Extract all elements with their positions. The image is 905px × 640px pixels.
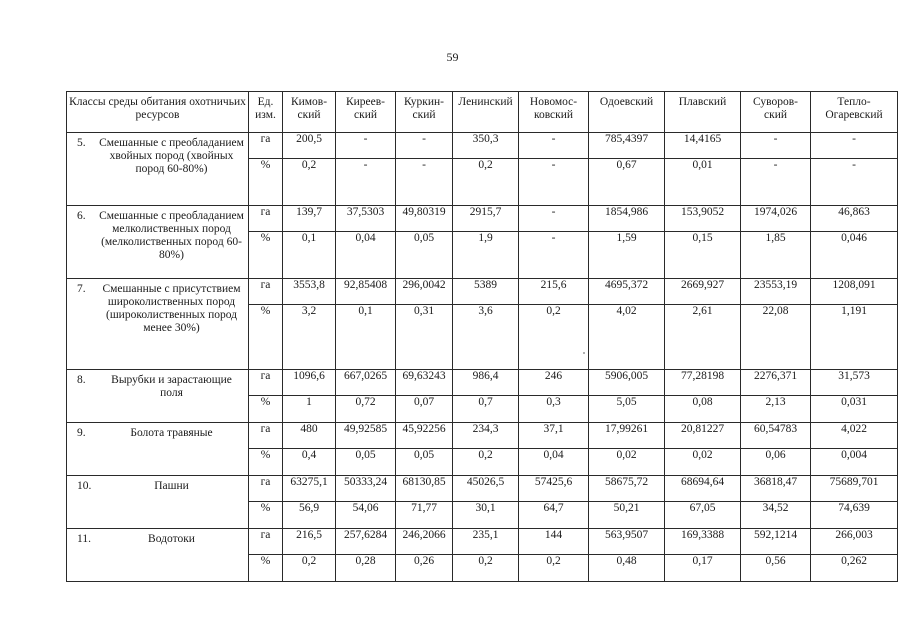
- value-cell: 2276,371: [741, 370, 811, 396]
- value-cell: -: [396, 133, 453, 159]
- unit-cell: га: [249, 529, 283, 555]
- value-cell: 986,4: [453, 370, 519, 396]
- value-cell: 75689,701: [811, 476, 898, 502]
- header-district: Новомос-ковский: [519, 92, 589, 133]
- header-class: Классы среды обитания охотничьих ресурсов: [67, 92, 249, 133]
- value-cell: 56,9: [283, 502, 336, 529]
- header-district: Киреев-ский: [336, 92, 396, 133]
- value-cell: 49,92585: [336, 423, 396, 449]
- unit-cell: га: [249, 476, 283, 502]
- value-cell: 3553,8: [283, 279, 336, 305]
- value-cell: 296,0042: [396, 279, 453, 305]
- value-cell: 0,2: [519, 305, 589, 370]
- value-cell: 785,4397: [589, 133, 665, 159]
- unit-cell: %: [249, 232, 283, 279]
- unit-cell: %: [249, 159, 283, 206]
- value-cell: 0,02: [589, 449, 665, 476]
- value-cell: 64,7: [519, 502, 589, 529]
- value-cell: 46,863: [811, 206, 898, 232]
- value-cell: -: [336, 159, 396, 206]
- habitat-class-cell: [67, 279, 249, 370]
- header-district: Ленинский: [453, 92, 519, 133]
- value-cell: 0,02: [665, 449, 741, 476]
- value-cell: 0,72: [336, 396, 396, 423]
- value-cell: 50333,24: [336, 476, 396, 502]
- value-cell: 2,61: [665, 305, 741, 370]
- class-number: 10.: [77, 480, 92, 492]
- value-cell: 139,7: [283, 206, 336, 232]
- habitat-class-cell: [67, 206, 249, 279]
- value-cell: 0,05: [336, 449, 396, 476]
- table-row: [67, 529, 898, 555]
- value-cell: 0,004: [811, 449, 898, 476]
- value-cell: 37,1: [519, 423, 589, 449]
- value-cell: 0,262: [811, 555, 898, 582]
- header-row: [67, 92, 898, 133]
- value-cell: 235,1: [453, 529, 519, 555]
- habitat-class-cell: [67, 476, 249, 529]
- header-unit: Ед. изм.: [249, 92, 283, 133]
- value-cell: 1: [283, 396, 336, 423]
- value-cell: 0,15: [665, 232, 741, 279]
- value-cell: 246: [519, 370, 589, 396]
- unit-cell: га: [249, 279, 283, 305]
- habitat-table: [66, 91, 898, 582]
- habitat-class-cell: [67, 529, 249, 582]
- value-cell: 4,022: [811, 423, 898, 449]
- value-cell: 34,52: [741, 502, 811, 529]
- value-cell: 92,85408: [336, 279, 396, 305]
- table-body: [67, 133, 898, 582]
- value-cell: -: [519, 232, 589, 279]
- unit-cell: %: [249, 555, 283, 582]
- table-row: [67, 423, 898, 449]
- value-cell: 69,63243: [396, 370, 453, 396]
- value-cell: 1,9: [453, 232, 519, 279]
- value-cell: 77,28198: [665, 370, 741, 396]
- unit-cell: га: [249, 423, 283, 449]
- header-district: Плавский: [665, 92, 741, 133]
- header-district: Кимов-ский: [283, 92, 336, 133]
- value-cell: 0,05: [396, 449, 453, 476]
- value-cell: 0,48: [589, 555, 665, 582]
- value-cell: 0,7: [453, 396, 519, 423]
- class-number: 5.: [77, 137, 86, 149]
- value-cell: 257,6284: [336, 529, 396, 555]
- value-cell: 37,5303: [336, 206, 396, 232]
- value-cell: 0,07: [396, 396, 453, 423]
- table-row: [67, 206, 898, 232]
- value-cell: 5906,005: [589, 370, 665, 396]
- value-cell: 57425,6: [519, 476, 589, 502]
- value-cell: 67,05: [665, 502, 741, 529]
- value-cell: 350,3: [453, 133, 519, 159]
- class-number: 8.: [77, 374, 86, 386]
- value-cell: 667,0265: [336, 370, 396, 396]
- value-cell: 58675,72: [589, 476, 665, 502]
- value-cell: 36818,47: [741, 476, 811, 502]
- value-cell: 0,26: [396, 555, 453, 582]
- unit-cell: %: [249, 396, 283, 423]
- value-cell: 54,06: [336, 502, 396, 529]
- value-cell: 0,4: [283, 449, 336, 476]
- page-number: 59: [446, 50, 459, 64]
- value-cell: -: [811, 133, 898, 159]
- value-cell: 22,08: [741, 305, 811, 370]
- value-cell: 5,05: [589, 396, 665, 423]
- value-cell: 2,13: [741, 396, 811, 423]
- value-cell: 20,81227: [665, 423, 741, 449]
- value-cell: 3,2: [283, 305, 336, 370]
- class-number: 11.: [77, 533, 91, 545]
- header-district: Одоевский: [589, 92, 665, 133]
- class-name: Смешанные с присутствием широколиственных пород (широколиственных пород менее 30%): [102, 283, 241, 334]
- value-cell: 0,67: [589, 159, 665, 206]
- value-cell: 68694,64: [665, 476, 741, 502]
- value-cell: 0,2: [453, 555, 519, 582]
- value-cell: 1208,091: [811, 279, 898, 305]
- table-row: [67, 476, 898, 502]
- value-cell: 592,1214: [741, 529, 811, 555]
- header-district: Куркин-ский: [396, 92, 453, 133]
- value-cell: 0,06: [741, 449, 811, 476]
- value-cell: 215,6: [519, 279, 589, 305]
- unit-cell: %: [249, 502, 283, 529]
- value-cell: 266,003: [811, 529, 898, 555]
- table-row: [67, 370, 898, 396]
- class-name: Смешанные с преобладанием хвойных пород (хвойных пород 60-80%): [99, 137, 244, 175]
- value-cell: 4,02: [589, 305, 665, 370]
- value-cell: 1096,6: [283, 370, 336, 396]
- value-cell: 31,573: [811, 370, 898, 396]
- value-cell: 74,639: [811, 502, 898, 529]
- class-number: 9.: [77, 427, 86, 439]
- class-name: Вырубки и зарастающие поля: [111, 374, 232, 399]
- value-cell: 0,1: [336, 305, 396, 370]
- value-cell: 0,28: [336, 555, 396, 582]
- class-number: 6.: [77, 210, 86, 222]
- value-cell: 1,191: [811, 305, 898, 370]
- value-cell: 3,6: [453, 305, 519, 370]
- value-cell: 0,1: [283, 232, 336, 279]
- value-cell: 0,2: [283, 555, 336, 582]
- value-cell: -: [741, 159, 811, 206]
- header-district: Суворов-ский: [741, 92, 811, 133]
- value-cell: 45,92256: [396, 423, 453, 449]
- class-name: Болота травяные: [130, 427, 213, 439]
- value-cell: 246,2066: [396, 529, 453, 555]
- class-number: 7.: [77, 283, 86, 295]
- value-cell: 17,99261: [589, 423, 665, 449]
- value-cell: 0,046: [811, 232, 898, 279]
- class-name: Пашни: [154, 480, 189, 492]
- unit-cell: %: [249, 449, 283, 476]
- value-cell: 0,2: [453, 159, 519, 206]
- value-cell: -: [336, 133, 396, 159]
- value-cell: 1854,986: [589, 206, 665, 232]
- value-cell: 234,3: [453, 423, 519, 449]
- value-cell: -: [519, 159, 589, 206]
- value-cell: 0,2: [453, 449, 519, 476]
- value-cell: -: [811, 159, 898, 206]
- unit-cell: %: [249, 305, 283, 370]
- header-district: Тепло-Огаревский: [811, 92, 898, 133]
- value-cell: 0,01: [665, 159, 741, 206]
- unit-cell: га: [249, 370, 283, 396]
- value-cell: 71,77: [396, 502, 453, 529]
- value-cell: 1,85: [741, 232, 811, 279]
- value-cell: -: [741, 133, 811, 159]
- table-row: [67, 133, 898, 159]
- class-name: Смешанные с преобладанием мелколиственных пород (мелколиственных пород 60-80%): [99, 210, 244, 261]
- value-cell: 563,9507: [589, 529, 665, 555]
- value-cell: 0,05: [396, 232, 453, 279]
- value-cell: 144: [519, 529, 589, 555]
- value-cell: 5389: [453, 279, 519, 305]
- value-cell: 0,04: [336, 232, 396, 279]
- unit-cell: га: [249, 206, 283, 232]
- value-cell: 0,031: [811, 396, 898, 423]
- value-cell: 0,08: [665, 396, 741, 423]
- value-cell: 1,59: [589, 232, 665, 279]
- class-name: Водотоки: [148, 533, 195, 545]
- scan-speck: [583, 352, 585, 354]
- value-cell: 68130,85: [396, 476, 453, 502]
- value-cell: 0,17: [665, 555, 741, 582]
- habitat-class-cell: [67, 423, 249, 476]
- value-cell: -: [519, 133, 589, 159]
- unit-cell: га: [249, 133, 283, 159]
- value-cell: 60,54783: [741, 423, 811, 449]
- value-cell: 200,5: [283, 133, 336, 159]
- value-cell: 23553,19: [741, 279, 811, 305]
- value-cell: 480: [283, 423, 336, 449]
- habitat-class-cell: [67, 133, 249, 206]
- value-cell: 169,3388: [665, 529, 741, 555]
- value-cell: 0,04: [519, 449, 589, 476]
- value-cell: 49,80319: [396, 206, 453, 232]
- value-cell: 0,56: [741, 555, 811, 582]
- value-cell: -: [396, 159, 453, 206]
- value-cell: 0,2: [519, 555, 589, 582]
- value-cell: 50,21: [589, 502, 665, 529]
- value-cell: 2915,7: [453, 206, 519, 232]
- table-row: [67, 279, 898, 305]
- value-cell: 216,5: [283, 529, 336, 555]
- value-cell: 1974,026: [741, 206, 811, 232]
- value-cell: -: [519, 206, 589, 232]
- value-cell: 4695,372: [589, 279, 665, 305]
- value-cell: 63275,1: [283, 476, 336, 502]
- value-cell: 30,1: [453, 502, 519, 529]
- value-cell: 0,31: [396, 305, 453, 370]
- habitat-class-cell: [67, 370, 249, 423]
- value-cell: 45026,5: [453, 476, 519, 502]
- value-cell: 0,2: [283, 159, 336, 206]
- value-cell: 2669,927: [665, 279, 741, 305]
- value-cell: 14,4165: [665, 133, 741, 159]
- value-cell: 153,9052: [665, 206, 741, 232]
- value-cell: 0,3: [519, 396, 589, 423]
